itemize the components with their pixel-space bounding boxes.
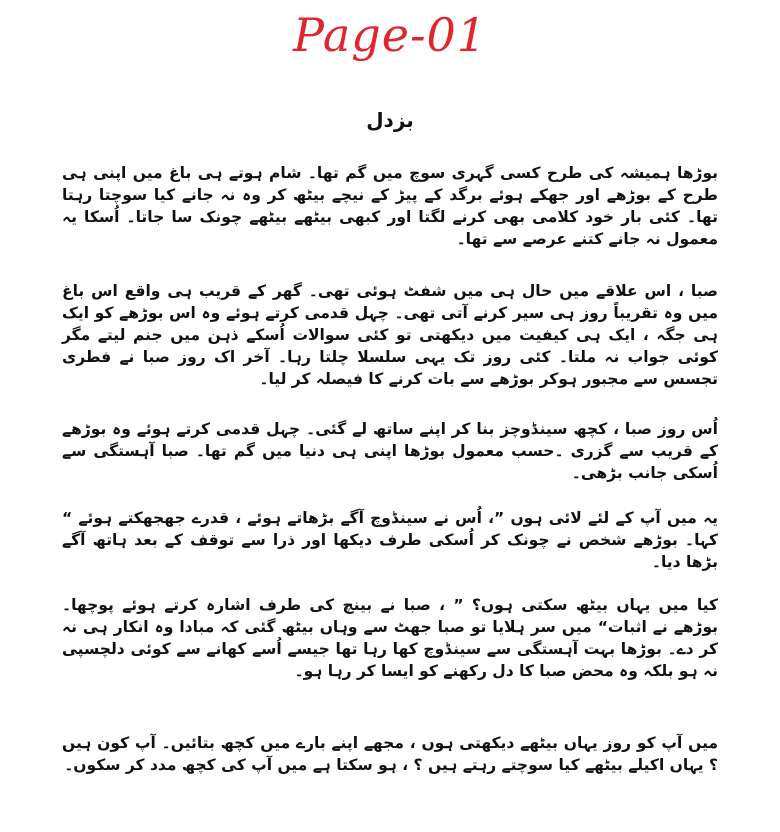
story-title: بزدل — [366, 108, 414, 132]
page-header: Page-01 — [292, 8, 488, 62]
paragraph-5: کیا میں یہاں بیٹھ سکتی ہوں؟ ” ، صبا نے بینچ کی طرف اشارہ کرتے ہوئے پوچھا۔ بوڑھے نے اثبات“ میں سر ہلایا تو صبا جھٹ سے وہاں بیٹھ گئی کہ مبادا وہ انکار ہی نہ کر دے۔ بوڑھا بہت آہستگی سے سینڈوچ کھا رہا تھا جیسے اُسے کھانے سے کوئی دلچسپی نہ ہو بلکہ وہ محض صبا کا دل رکھنے کو ایسا کر رہا ہو۔ — [62, 596, 718, 680]
paragraph-6: میں آپ کو روز یہاں بیٹھے دیکھتی ہوں ، مجھے اپنے بارے میں کچھ بتائیں۔ آپ کون ہیں ؟ یہاں اکیلے بیٹھے کیا سوچتے رہتے ہیں ؟ ، ہو سکتا ہے میں آپ کی کچھ مدد کر سکوں۔ — [62, 734, 718, 774]
paragraph-4: یہ میں آپ کے لئے لائی ہوں ”، اُس نے سینڈوچ آگے بڑھاتے ہوئے ، قدرے جھجھکتے ہوئے “ کہا۔ بوڑھے شخص نے چونک کر اُسکی طرف دیکھا اور ذرا سے توقف کے بعد ہاتھ آگے بڑھا دیا۔ — [62, 509, 718, 571]
paragraph-2: صبا ، اس علاقے میں حال ہی میں شفٹ ہوئی تھی۔ گھر کے قریب ہی واقع اس باغ میں وہ تقریباً روز ہی سیر کرنے آتی تھی۔ چہل قدمی کرتے ہوئے وہ اس بوڑھے کو ایک ہی جگہ ، ایک ہی کیفیت میں دیکھتی تو کئی سوالات اُسکے ذہن میں جنم لیتے مگر کوئی جواب نہ ملتا۔ کئی روز تک یہی سلسلا چلتا رہا۔ آخر اک روز صبا نے فطری تجسس سے مجبور ہوکر بوڑھے سے بات کرنے کا فیصلہ کر لیا۔ — [62, 282, 718, 388]
paragraph-3: اُس روز صبا ، کچھ سینڈوچز بنا کر اپنے ساتھ لے گئی۔ چہل قدمی کرتے ہوئے وہ بوڑھے کے قریب سے گزری ۔حسب معمول بوڑھا اپنی ہی دنیا میں گم تھا۔ صبا آہستگی سے اُسکی جانب بڑھی۔ — [62, 420, 718, 482]
paragraph-1: بوڑھا ہمیشہ کی طرح کسی گہری سوچ میں گم تھا۔ شام ہوتے ہی باغ میں اپنی ہی طرح کے بوڑھے اور جھکے ہوئے برگد کے پیڑ کے نیچے بیٹھ کر وہ نہ جانے کیا سوچتا رہتا تھا۔ کئی بار خود کلامی بھی کرنے لگتا اور کبھی بیٹھے بیٹھے چونک سا جاتا۔ اُسکا یہ معمول نہ جانے کتنے عرصے سے تھا۔ — [62, 164, 718, 248]
